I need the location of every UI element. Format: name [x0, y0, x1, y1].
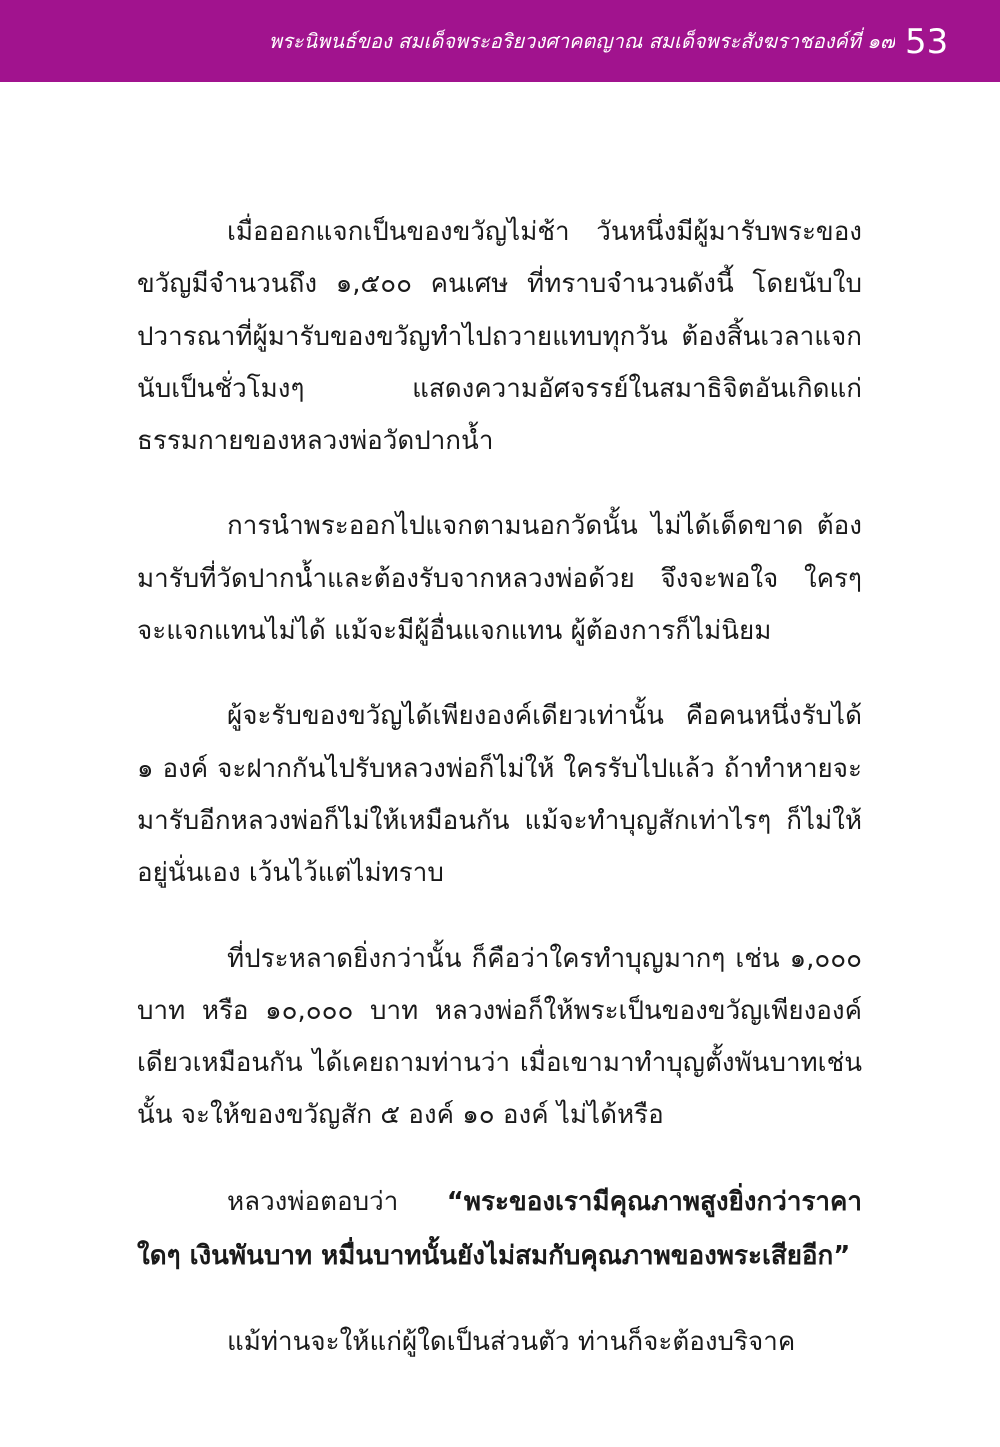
header-bar	[0, 0, 1000, 82]
quote-paragraph	[137, 1175, 862, 1283]
quote-text: “พระของเรามีคุณภาพสูงยิ่งกว่าราคาใดๆ เงินพันบาท หมื่นบาทนั้นยังไม่สมกับคุณภาพของพระเสียอีก”	[137, 1186, 862, 1271]
paragraph-2: การนำพระออกไปแจกตามนอกวัดนั้น ไม่ได้เด็ดขาด ต้องมารับที่วัดปากน้ำและต้องรับจากหลวงพ่อด้วย จึงจะพอใจ ใครๆ จะแจกแทนไม่ได้ แม้จะมีผู้อื่นแจกแทน ผู้ต้องการก็ไม่นิยม	[137, 511, 862, 647]
paragraph-last: แม้ท่านจะให้แก่ผู้ใดเป็นส่วนตัว ท่านก็จะต้องบริจาค	[227, 1326, 796, 1357]
page-number: 53	[905, 22, 949, 62]
page-content	[137, 206, 862, 1401]
paragraph-4: ที่ประหลาดยิ่งกว่านั้น ก็คือว่าใครทำบุญมากๆ เช่น ๑,๐๐๐ บาท หรือ ๑๐,๐๐๐ บาท หลวงพ่อก็ให้พระเป็นของขวัญเพียงองค์เดียวเหมือนกัน ได้เคยถามท่านว่า เมื่อเขามาทำบุญตั้งพันบาทเช่นนั้น จะให้ของขวัญสัก ๕ องค์ ๑๐ องค์ ไม่ได้หรือ	[137, 943, 862, 1131]
quote-lead: หลวงพ่อตอบว่า	[227, 1186, 447, 1217]
paragraph-3: ผู้จะรับของขวัญได้เพียงองค์เดียวเท่านั้น คือคนหนึ่งรับได้ ๑ องค์ จะฝากกันไปรับหลวงพ่อก็ไม่ให้ ใครรับไปแล้ว ถ้าทำหายจะมารับอีกหลวงพ่อก็ไม่ให้เหมือนกัน แม้จะทำบุญสักเท่าไรๆ ก็ไม่ให้อยู่นั่นเอง เว้นไว้แต่ไม่ทราบ	[137, 701, 862, 889]
paragraph-1: เมื่อออกแจกเป็นของขวัญไม่ช้า วันหนึ่งมีผู้มารับพระของขวัญมีจำนวนถึง ๑,๕๐๐ คนเศษ ที่ทราบจำนวนดังนี้ โดยนับใบปวารณาที่ผู้มารับของขวัญทำไปถวายแทบทุกวัน ต้องสิ้นเวลาแจกนับเป็นชั่วโมงๆ แสดงความอัศจรรย์ในสมาธิจิตอันเกิดแก่ธรรมกายของหลวงพ่อวัดปากน้ำ	[137, 217, 862, 457]
header-title: พระนิพนธ์ของ สมเด็จพระอริยวงศาคตญาณ สมเด็จพระสังฆราชองค์ที่ ๑๗	[268, 29, 895, 53]
